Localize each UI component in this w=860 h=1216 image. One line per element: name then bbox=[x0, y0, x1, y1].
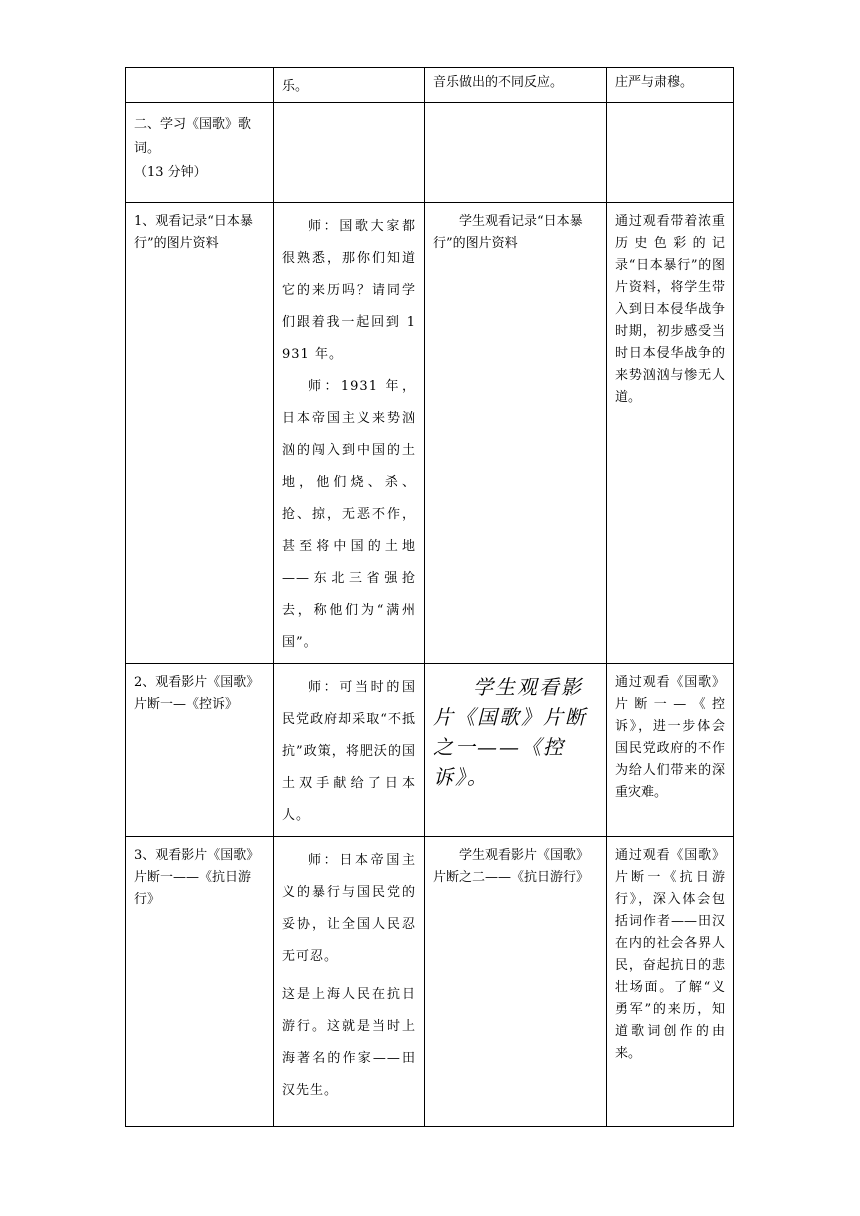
student-text: 学生观看影片《国歌》片断之二——《抗日游行》 bbox=[433, 848, 590, 885]
cell-teacher bbox=[274, 837, 425, 1127]
table-row bbox=[126, 103, 734, 203]
cell-student bbox=[425, 103, 607, 203]
section-duration: （13 分钟） bbox=[134, 165, 207, 180]
student-text: 音乐做出的不同反应。 bbox=[433, 75, 564, 90]
student-text: 学生观看记录“日本暴行”的图片资料 bbox=[433, 214, 583, 251]
section-heading: 二、学习《国歌》歌词。 bbox=[134, 117, 252, 156]
step-label: 3、观看影片《国歌》片断一——《抗日游行》 bbox=[134, 848, 260, 907]
cell-teacher bbox=[274, 103, 425, 203]
cell-teacher bbox=[274, 68, 425, 103]
teacher-text: 师：可当时的国民党政府却采取“不抵抗”政策，将肥沃的国土双手献给了日本人。 bbox=[282, 680, 416, 823]
cell-step bbox=[126, 103, 274, 203]
table-row bbox=[126, 837, 734, 1127]
teacher-text: 师：日本帝国主义的暴行与国民党的妥协，让全国人民忍无可忍。 bbox=[282, 853, 416, 964]
cell-step bbox=[126, 664, 274, 837]
step-label: 2、观看影片《国歌》片断一—《控诉》 bbox=[134, 675, 260, 712]
cell-student bbox=[425, 664, 607, 837]
teacher-text: 师：国歌大家都很熟悉，那你们知道它的来历吗？请同学们跟着我一起回到 1931 年。 bbox=[282, 219, 416, 362]
cell-intent bbox=[607, 837, 734, 1127]
teacher-text: 师：1931 年，日本帝国主义来势汹汹的闯入到中国的土地，他们烧、杀、抢、掠，无恶不作，甚至将中国的土地——东北三省强抢去，称他们为“满州国”。 bbox=[282, 379, 416, 650]
student-text: 学生观看影片《国歌》片断之一——《控诉》。 bbox=[433, 675, 587, 789]
cell-intent bbox=[607, 664, 734, 837]
cell-student bbox=[425, 203, 607, 664]
cell-step bbox=[126, 68, 274, 103]
table-row bbox=[126, 664, 734, 837]
cell-step bbox=[126, 203, 274, 664]
table-row bbox=[126, 68, 734, 103]
cell-student bbox=[425, 68, 607, 103]
intent-text: 庄严与肃穆。 bbox=[615, 75, 694, 90]
cell-intent bbox=[607, 68, 734, 103]
lesson-plan-table bbox=[125, 67, 734, 1127]
teacher-text: 这是上海人民在抗日游行。这就是当时上海著名的作家——田汉先生。 bbox=[282, 987, 416, 1098]
cell-teacher bbox=[274, 203, 425, 664]
cell-step bbox=[126, 837, 274, 1127]
intent-text: 通过观看《国歌》片断一《抗日游行》，深入体会包括词作者——田汉在内的社会各界人民，奋起抗日的悲壮场面。了解“义勇军”的来历，知道歌词创作的由来。 bbox=[615, 848, 725, 1061]
intent-text: 通过观看带着浓重历史色彩的记录“日本暴行”的图片资料，将学生带入到日本侵华战争时期，初步感受当时日本侵华战争的来势汹汹与惨无人道。 bbox=[615, 214, 725, 405]
table-row bbox=[126, 203, 734, 664]
cell-intent bbox=[607, 203, 734, 664]
teacher-text: 乐。 bbox=[282, 79, 309, 94]
cell-teacher bbox=[274, 664, 425, 837]
step-label: 1、观看记录“日本暴行”的图片资料 bbox=[134, 214, 253, 251]
cell-intent bbox=[607, 103, 734, 203]
intent-text: 通过观看《国歌》片断一—《控诉》，进一步体会国民党政府的不作为给人们带来的深重灾难。 bbox=[615, 675, 725, 800]
cell-student bbox=[425, 837, 607, 1127]
